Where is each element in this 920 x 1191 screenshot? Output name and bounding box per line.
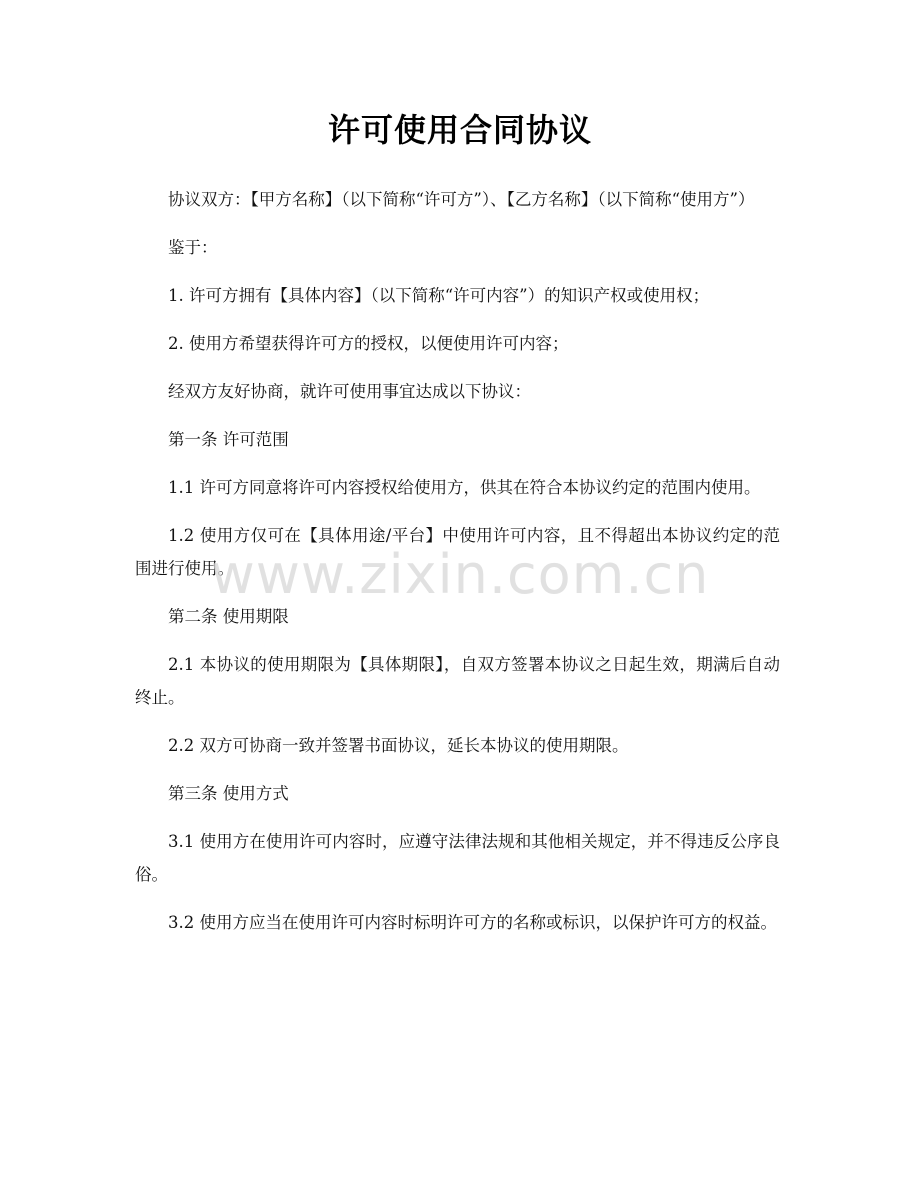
paragraph-agreement-intro: 经双方友好协商，就许可使用事宜达成以下协议：: [168, 382, 531, 401]
document-title: 许可使用合同协议: [327, 111, 592, 149]
paragraph-whereas: 鉴于：: [168, 238, 218, 257]
document-body: [135, 183, 780, 954]
clause-2-1: 2.1 本协议的使用期限为【具体期限】，自双方签署本协议之日起生效，期满后自动终止。: [135, 655, 780, 707]
watermark-text: www.zixin.com.cn: [210, 543, 710, 606]
paragraph-recital-1: 1. 许可方拥有【具体内容】（以下简称“许可内容”）的知识产权或使用权；: [168, 286, 710, 305]
paragraph-recital-2: 2. 使用方希望获得许可方的授权，以便使用许可内容；: [168, 334, 569, 353]
article-3-heading: 第三条 使用方式: [168, 784, 289, 803]
clause-1-1: 1.1 许可方同意将许可内容授权给使用方，供其在符合本协议约定的范围内使用。: [168, 478, 761, 497]
clause-3-2: 3.2 使用方应当在使用许可内容时标明许可方的名称或标识，以保护许可方的权益。: [168, 913, 777, 932]
article-1-heading: 第一条 许可范围: [168, 430, 289, 449]
clause-3-1: 3.1 使用方在使用许可内容时，应遵守法律法规和其他相关规定，并不得违反公序良俗。: [135, 832, 780, 884]
clause-1-2: 1.2 使用方仅可在【具体用途/平台】中使用许可内容，且不得超出本协议约定的范围进行使用。: [135, 526, 780, 578]
clause-2-2: 2.2 双方可协商一致并签署书面协议，延长本协议的使用期限。: [168, 736, 629, 755]
article-2-heading: 第二条 使用期限: [168, 607, 289, 626]
paragraph-parties: 协议双方：【甲方名称】（以下简称“许可方”）、【乙方名称】（以下简称“使用方”）: [168, 190, 755, 209]
